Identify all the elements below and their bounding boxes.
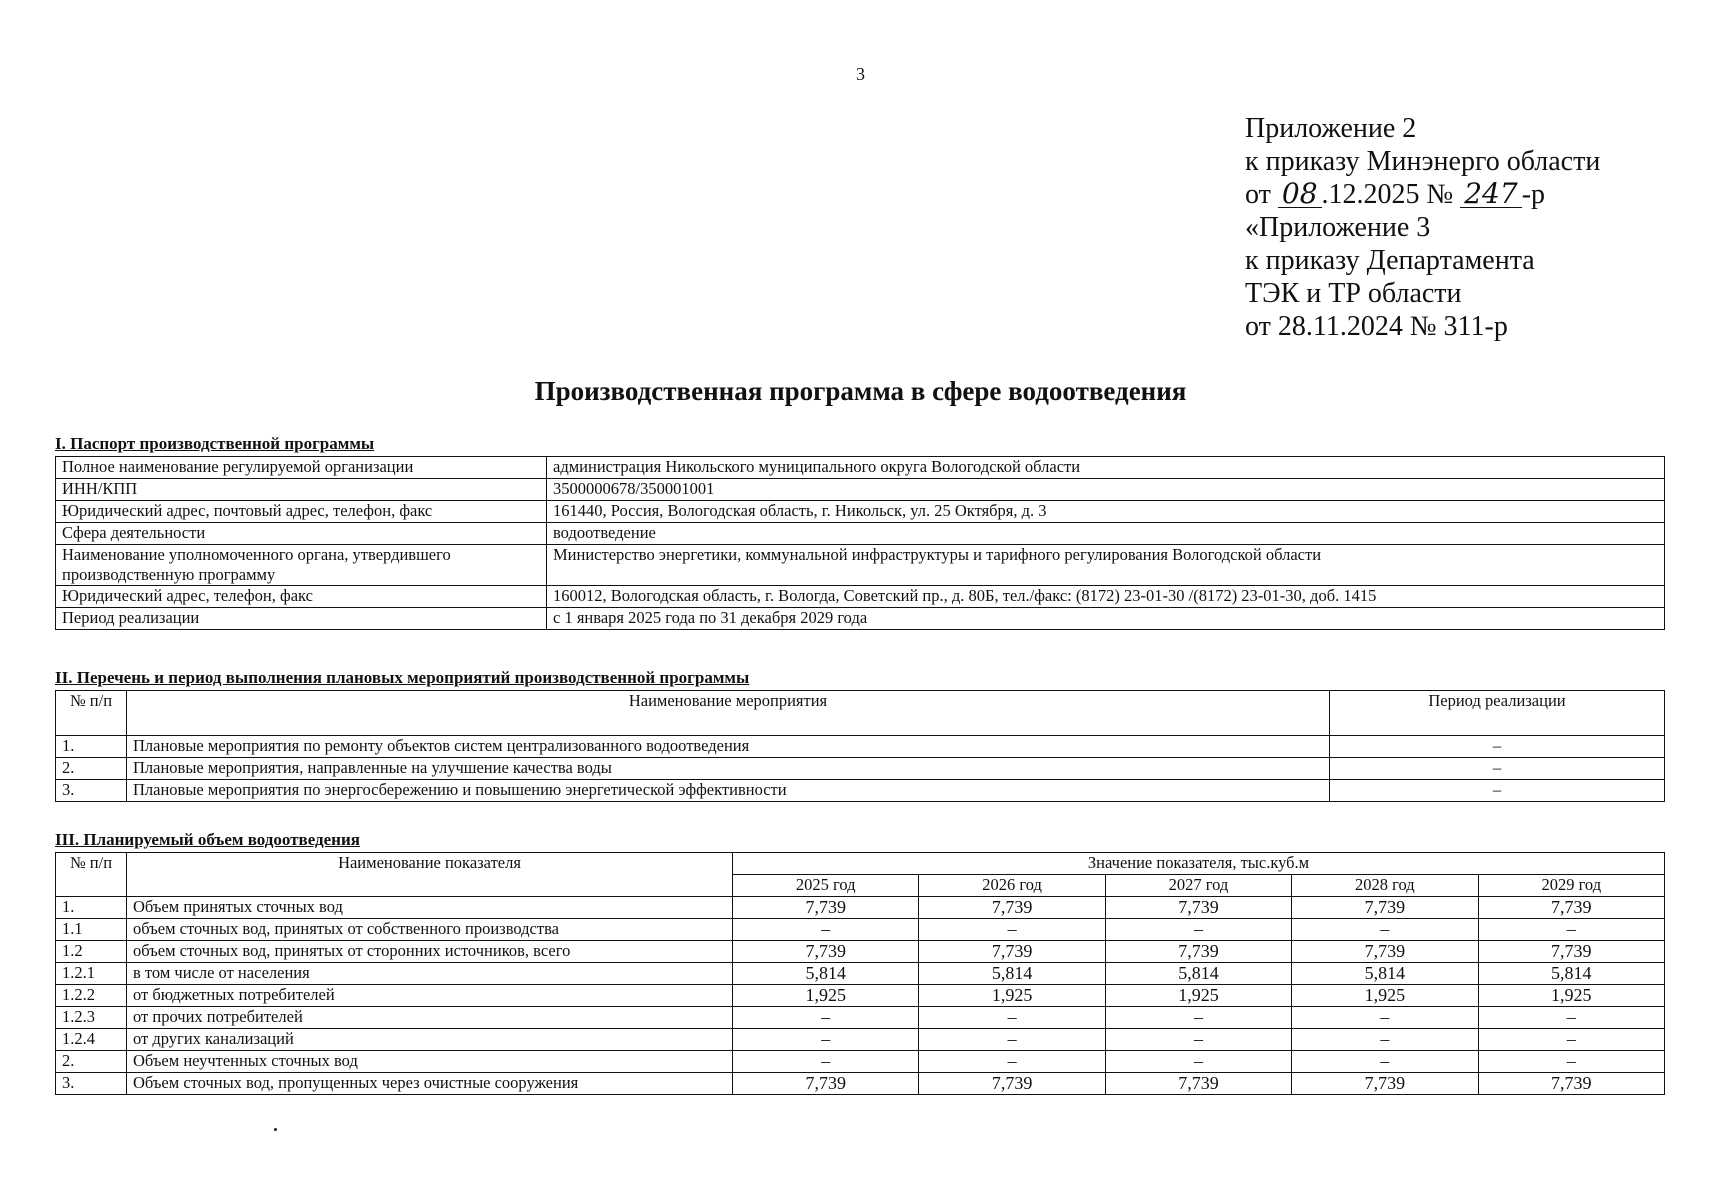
volume-value: 7,739	[1292, 1073, 1478, 1095]
volume-value: –	[1478, 1051, 1664, 1073]
volume-value: –	[733, 1051, 919, 1073]
volume-num: 1.1	[56, 919, 127, 941]
volume-table	[55, 852, 1665, 1095]
volume-value: 5,814	[919, 963, 1105, 985]
volume-value: –	[919, 919, 1105, 941]
appendix-line-1: Приложение 2	[1245, 113, 1417, 144]
volume-value: –	[1292, 1029, 1478, 1051]
passport-row	[56, 479, 1665, 501]
volume-value: 7,739	[1105, 941, 1291, 963]
activities-header-row	[56, 691, 1665, 736]
passport-table	[55, 456, 1665, 630]
passport-row	[56, 523, 1665, 545]
passport-label: Юридический адрес, телефон, факс	[56, 586, 547, 608]
appendix-line-2: к приказу Минэнерго области	[1245, 146, 1601, 177]
volume-row	[56, 1007, 1665, 1029]
volume-value: –	[1478, 919, 1664, 941]
passport-label: ИНН/КПП	[56, 479, 547, 501]
volume-value: 7,739	[919, 1073, 1105, 1095]
activity-num: 2.	[56, 758, 127, 780]
activity-row	[56, 780, 1665, 802]
volume-value: –	[1105, 1051, 1291, 1073]
page-number: 3	[856, 64, 865, 84]
activity-period: –	[1330, 780, 1665, 802]
activity-name: Плановые мероприятия, направленные на улучшение качества воды	[127, 758, 1330, 780]
volume-num: 1.2.3	[56, 1007, 127, 1029]
appendix-line-6: ТЭК и ТР области	[1245, 278, 1462, 309]
scan-dot	[274, 1128, 277, 1131]
volume-num: 1.	[56, 897, 127, 919]
section-1-title: I. Паспорт производственной программы	[55, 434, 375, 453]
volume-value: –	[1292, 1007, 1478, 1029]
activity-name: Плановые мероприятия по энергосбережению и повышению энергетической эффективности	[127, 780, 1330, 802]
passport-label: Наименование уполномоченного органа, утвердившего производственную программу	[56, 545, 547, 586]
header-num: № п/п	[56, 691, 127, 736]
passport-value: 3500000678/350001001	[547, 479, 1665, 501]
volume-value: 7,739	[1478, 941, 1664, 963]
volume-value: 5,814	[1105, 963, 1291, 985]
volume-value: –	[733, 1029, 919, 1051]
header-num: № п/п	[56, 853, 127, 897]
volume-row	[56, 985, 1665, 1007]
passport-row	[56, 545, 1665, 586]
volume-value: 7,739	[1292, 941, 1478, 963]
passport-row	[56, 608, 1665, 630]
passport-value: 161440, Россия, Вологодская область, г. Никольск, ул. 25 Октября, д. 3	[547, 501, 1665, 523]
appendix-block	[1245, 112, 1600, 343]
passport-value: водоотведение	[547, 523, 1665, 545]
volume-value: 1,925	[1292, 985, 1478, 1007]
activity-row	[56, 758, 1665, 780]
activity-num: 3.	[56, 780, 127, 802]
volume-name: объем сточных вод, принятых от собственного производства	[127, 919, 733, 941]
header-indicator-name: Наименование показателя	[127, 853, 733, 897]
volume-value: –	[1292, 919, 1478, 941]
year-header: 2027 год	[1105, 875, 1291, 897]
volume-value: 7,739	[919, 941, 1105, 963]
year-header: 2026 год	[919, 875, 1105, 897]
activity-row	[56, 736, 1665, 758]
volume-num: 1.2	[56, 941, 127, 963]
volume-row	[56, 1073, 1665, 1095]
appendix-line-3	[1245, 178, 1600, 211]
volume-value: 7,739	[919, 897, 1105, 919]
volume-value: 1,925	[733, 985, 919, 1007]
appendix-line-5: к приказу Департамента	[1245, 245, 1535, 276]
volume-num: 2.	[56, 1051, 127, 1073]
header-value-group: Значение показателя, тыс.куб.м	[733, 853, 1665, 875]
volume-row	[56, 963, 1665, 985]
volume-value: 1,925	[1478, 985, 1664, 1007]
passport-label: Юридический адрес, почтовый адрес, телефон, факс	[56, 501, 547, 523]
volume-row	[56, 941, 1665, 963]
volume-name: от прочих потребителей	[127, 1007, 733, 1029]
volume-value: 7,739	[1105, 897, 1291, 919]
volume-value: 7,739	[733, 897, 919, 919]
section-2-title: II. Перечень и период выполнения плановых мероприятий производственной программы	[55, 668, 750, 687]
volume-num: 1.2.4	[56, 1029, 127, 1051]
volume-value: 7,739	[733, 1073, 919, 1095]
volume-value: –	[919, 1051, 1105, 1073]
activity-num: 1.	[56, 736, 127, 758]
appendix-line-4: «Приложение 3	[1245, 212, 1431, 243]
volume-value: 1,925	[919, 985, 1105, 1007]
activity-name: Плановые мероприятия по ремонту объектов систем централизованного водоотведения	[127, 736, 1330, 758]
header-activity-name: Наименование мероприятия	[127, 691, 1330, 736]
volume-header-row-1	[56, 853, 1665, 875]
volume-num: 1.2.1	[56, 963, 127, 985]
year-header: 2028 год	[1292, 875, 1478, 897]
volume-value: 7,739	[1478, 1073, 1664, 1095]
passport-value: администрация Никольского муниципального округа Вологодской области	[547, 457, 1665, 479]
volume-value: 7,739	[733, 941, 919, 963]
volume-row	[56, 1051, 1665, 1073]
activities-table	[55, 690, 1665, 802]
volume-row	[56, 897, 1665, 919]
volume-value: –	[1478, 1029, 1664, 1051]
volume-value: 7,739	[1478, 897, 1664, 919]
volume-value: 5,814	[1478, 963, 1664, 985]
volume-num: 1.2.2	[56, 985, 127, 1007]
volume-value: –	[1478, 1007, 1664, 1029]
volume-name: Объем сточных вод, пропущенных через очистные сооружения	[127, 1073, 733, 1095]
passport-row	[56, 586, 1665, 608]
volume-value: 1,925	[1105, 985, 1291, 1007]
passport-value: Министерство энергетики, коммунальной инфраструктуры и тарифного регулирования Вологодской области	[547, 545, 1665, 586]
volume-value: –	[1292, 1051, 1478, 1073]
volume-value: –	[919, 1029, 1105, 1051]
year-header: 2025 год	[733, 875, 919, 897]
passport-label: Полное наименование регулируемой организации	[56, 457, 547, 479]
header-period: Период реализации	[1330, 691, 1665, 736]
passport-label: Период реализации	[56, 608, 547, 630]
document-title: Производственная программа в сфере водоотведения	[534, 376, 1187, 406]
volume-name: Объем неучтенных сточных вод	[127, 1051, 733, 1073]
activity-period: –	[1330, 736, 1665, 758]
volume-name: Объем принятых сточных вод	[127, 897, 733, 919]
passport-row	[56, 501, 1665, 523]
handwritten-order-number: 247	[1460, 181, 1521, 208]
passport-row	[56, 457, 1665, 479]
appendix-line-7: от 28.11.2024 № 311-р	[1245, 311, 1508, 342]
volume-row	[56, 1029, 1665, 1051]
volume-value: 7,739	[1105, 1073, 1291, 1095]
volume-value: 5,814	[733, 963, 919, 985]
volume-value: –	[1105, 919, 1291, 941]
appendix-date-mid: .12.2025 №	[1321, 179, 1454, 210]
volume-name: объем сточных вод, принятых от сторонних источников, всего	[127, 941, 733, 963]
volume-value: 5,814	[1292, 963, 1478, 985]
volume-name: в том числе от населения	[127, 963, 733, 985]
volume-name: от бюджетных потребителей	[127, 985, 733, 1007]
volume-name: от других канализаций	[127, 1029, 733, 1051]
volume-value: –	[733, 919, 919, 941]
volume-value: 7,739	[1292, 897, 1478, 919]
activity-period: –	[1330, 758, 1665, 780]
volume-value: –	[1105, 1007, 1291, 1029]
volume-value: –	[1105, 1029, 1291, 1051]
volume-value: –	[919, 1007, 1105, 1029]
appendix-date-prefix: от	[1245, 179, 1271, 210]
section-3-title: III. Планируемый объем водоотведения	[55, 830, 360, 849]
volume-value: –	[733, 1007, 919, 1029]
appendix-date-suffix: -р	[1521, 179, 1546, 210]
handwritten-day: 08	[1278, 181, 1322, 208]
passport-value: 160012, Вологодская область, г. Вологда, Советский пр., д. 80Б, тел./факс: (8172) 23-01-30 /(8172) 23-01-30, доб. 1415	[547, 586, 1665, 608]
passport-label: Сфера деятельности	[56, 523, 547, 545]
volume-row	[56, 919, 1665, 941]
passport-value: с 1 января 2025 года по 31 декабря 2029 года	[547, 608, 1665, 630]
volume-num: 3.	[56, 1073, 127, 1095]
year-header: 2029 год	[1478, 875, 1664, 897]
